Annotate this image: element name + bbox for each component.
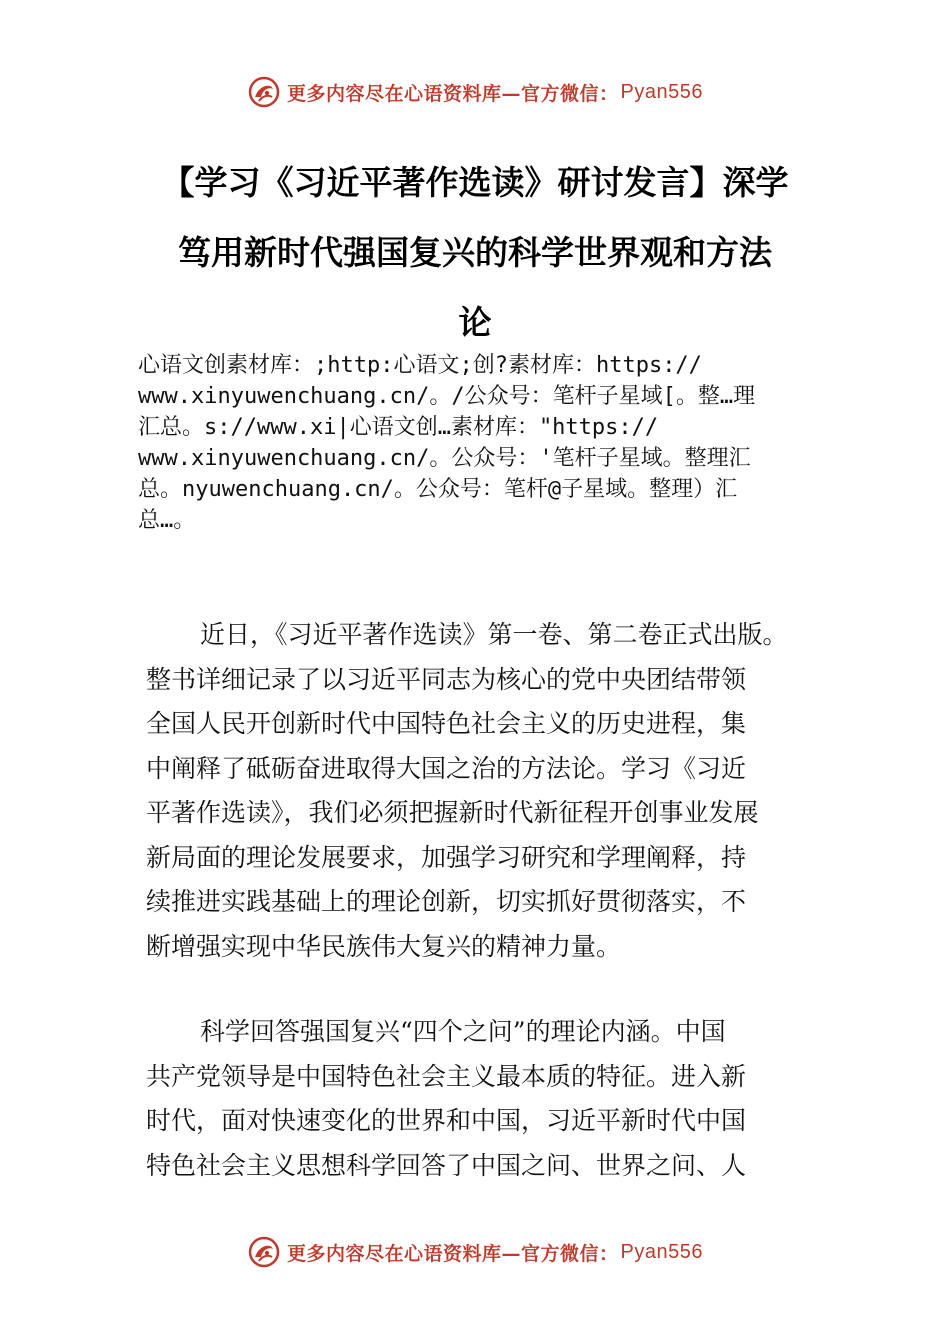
paragraph-line: 中阐释了砥砺奋进取得大国之治的方法论。学习《习近 — [146, 753, 747, 783]
paragraph-line: 续推进实践基础上的理论创新，切实抓好贯彻落实，不 — [146, 887, 747, 916]
paragraph-line: 新局面的理论发展要求，加强学习研究和学理阐释，持 — [146, 842, 747, 872]
paragraph-line: 平著作选读》，我们必须把握新时代新征程开创事业发展 — [146, 798, 759, 827]
meta-line: 心语文创素材库：;http:心语文;创?素材库：https:// — [138, 353, 702, 378]
paragraph-line: 科学回答强国复兴“四个之问”的理论内涵。中国 — [200, 1017, 726, 1046]
paragraph-line: 时代，面对快速变化的世界和中国，习近平新时代中国 — [146, 1106, 747, 1135]
banner-text: 更多内容尽在心语资料库—官方微信： — [287, 1242, 619, 1265]
paragraph-line: 特色社会主义思想科学回答了中国之问、世界之问、人 — [146, 1150, 747, 1180]
red-swirl-logo-icon — [247, 75, 281, 109]
source-meta-block — [138, 350, 843, 536]
meta-line: 总。nyuwenchuang.cn/。公众号：笔杆@子星域。整理）汇 — [138, 477, 738, 502]
red-swirl-logo-icon — [247, 1235, 281, 1269]
body-paragraph-2 — [146, 1010, 816, 1188]
title-line: 论 — [458, 303, 492, 342]
header-banner — [0, 72, 950, 112]
body-paragraph-1 — [146, 613, 816, 969]
meta-line: www.xinyuwenchuang.cn/。/公众号：笔杆子星域[。整…理 — [138, 384, 756, 409]
meta-line: www.xinyuwenchuang.cn/。公众号：'笔杆子星域。整理汇 — [138, 446, 751, 471]
title-line: 笃用新时代强国复兴的科学世界观和方法 — [178, 233, 772, 272]
banner-text: 更多内容尽在心语资料库—官方微信： — [287, 82, 619, 105]
meta-line: 汇总。s://www.xi|心语文创…素材库："https:// — [138, 415, 659, 440]
document-title — [130, 148, 820, 358]
banner-wechat-id: Pyan556 — [620, 80, 703, 103]
paragraph-line: 共产党领导是中国特色社会主义最本质的特征。进入新 — [146, 1061, 747, 1091]
title-line: 【学习《习近平著作选读》研讨发言】深学 — [161, 163, 789, 202]
paragraph-line: 断增强实现中华民族伟大复兴的精神力量。 — [146, 931, 622, 961]
footer-banner — [0, 1232, 950, 1272]
banner-wechat-id: Pyan556 — [620, 1240, 703, 1263]
paragraph-line: 近日，《习近平著作选读》第一卷、第二卷正式出版。 — [200, 620, 788, 649]
paragraph-line: 全国人民开创新时代中国特色社会主义的历史进程，集 — [146, 709, 747, 738]
paragraph-line: 整书详细记录了以习近平同志为核心的党中央团结带领 — [146, 664, 747, 694]
meta-line: 总…。 — [138, 508, 196, 533]
